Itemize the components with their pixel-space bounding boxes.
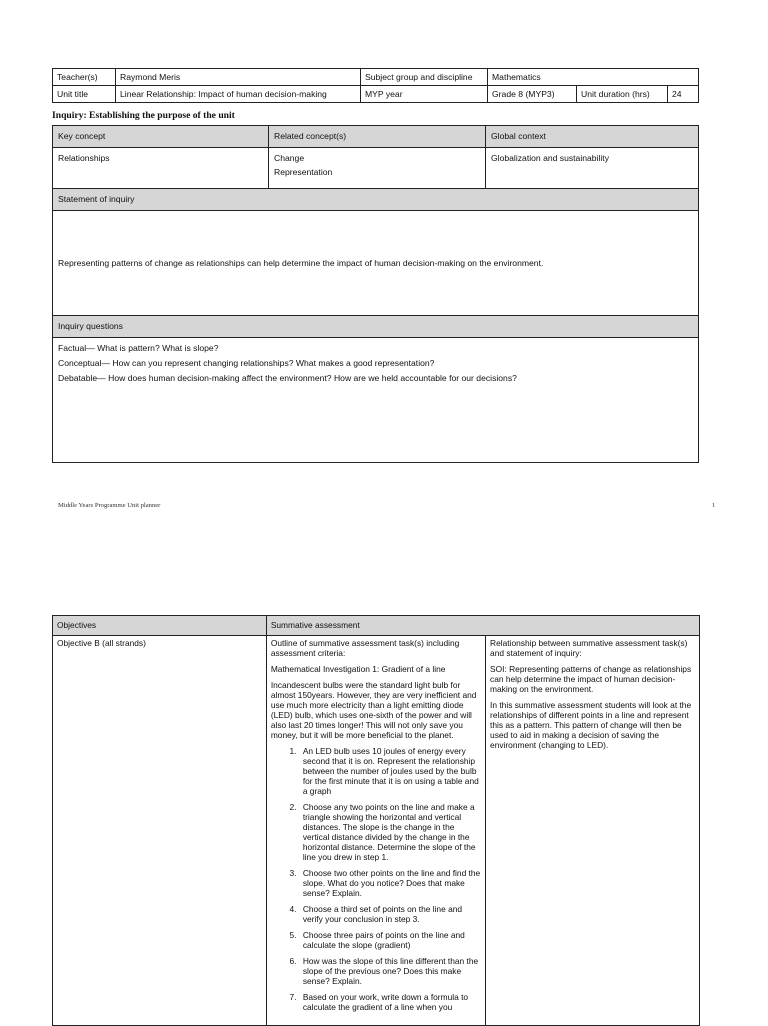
page-number: 1 — [712, 502, 716, 509]
objectives-header: Objectives — [53, 616, 267, 636]
investigation-intro: Incandescent bulbs were the standard light bulb for almost 150years. However, they are very inefficient and use much more electricity than a light emitting diode (LED) bulb, which uses one-sixth of the power and will also last 20 times longer! This will not only save you money, but it will be more beneficial to the planet. — [270, 680, 477, 740]
unit-info-row-2 — [53, 86, 699, 103]
duration-label: Unit duration (hrs) — [577, 86, 668, 103]
subject-label: Subject group and discipline — [361, 69, 488, 86]
inquiry-section-title — [52, 110, 235, 121]
questions-header-row — [53, 316, 699, 338]
outline-heading: Outline of summative assessment task(s) including assessment criteria: — [270, 638, 460, 658]
footer-title: Middle Years Programme Unit planner — [58, 502, 161, 509]
related-concept-2: Representation — [274, 167, 333, 177]
soi-restated: SOI: Representing patterns of change as relationships can help determine the impact of human decision-making on the environment. — [490, 664, 692, 694]
step-item: 6. How was the slope of this line different than the slope of the previous one? Does this make sense? Explain. — [299, 956, 481, 986]
assessment-header-row — [53, 616, 700, 636]
key-concept-value: Relationships — [53, 148, 269, 189]
unit-info-table — [52, 68, 699, 103]
factual-question: Factual— What is pattern? What is slope? — [58, 343, 219, 353]
concepts-row — [53, 148, 699, 189]
objective-value: Objective B (all strands) — [53, 636, 267, 1026]
unit-info-row-1 — [53, 69, 699, 86]
inquiry-questions-header: Inquiry questions — [53, 316, 699, 338]
summative-outline-cell — [266, 636, 485, 1026]
related-concept-1: Change — [274, 153, 305, 163]
summative-assessment-header: Summative assessment — [266, 616, 699, 636]
step-item: 2. Choose any two points on the line and make a triangle showing the horizontal and vertical distances. The slope is the change in the vertical distance divided by the change in the horizontal distance. Determine the slope of the line you drew in step 1. — [299, 802, 481, 862]
inquiry-questions-cell — [53, 338, 699, 463]
inquiry-table — [52, 125, 699, 463]
myp-year-value: Grade 8 (MYP3) — [488, 86, 577, 103]
key-concept-header: Key concept — [53, 126, 269, 148]
inquiry-title-prefix: Inquiry — [52, 110, 84, 121]
global-context-value: Globalization and sustainability — [486, 148, 699, 189]
step-item: 5. Choose three pairs of points on the line and calculate the slope (gradient) — [299, 930, 481, 950]
assessment-table — [52, 615, 700, 1026]
questions-body-row — [53, 338, 699, 463]
inquiry-title-rest: : Establishing the purpose of the unit — [83, 110, 235, 121]
investigation-title: Mathematical Investigation 1: Gradient of a line — [270, 664, 446, 674]
unit-title-value: Linear Relationship: Impact of human decision-making — [116, 86, 361, 103]
unit-title-label: Unit title — [53, 86, 116, 103]
step-item: 4. Choose a third set of points on the line and verify your conclusion in step 3. — [299, 904, 481, 924]
planner-page-2 — [0, 560, 768, 1024]
assessment-body-row — [53, 636, 700, 1026]
duration-value: 24 — [668, 86, 699, 103]
debatable-question: Debatable— How does human decision-making affect the environment? How are we held accountable for our decisions? — [58, 373, 517, 383]
relationship-cell — [486, 636, 700, 1026]
statement-of-inquiry-text: Representing patterns of change as relationships can help determine the impact of human decision-making on the environment. — [53, 211, 699, 316]
subject-value: Mathematics — [488, 69, 699, 86]
concepts-header-row — [53, 126, 699, 148]
investigation-steps — [271, 746, 481, 1012]
teacher-value: Raymond Meris — [116, 69, 361, 86]
related-concepts-value — [269, 148, 486, 189]
statement-of-inquiry-header: Statement of inquiry — [53, 189, 699, 211]
statement-body-row — [53, 211, 699, 316]
conceptual-question: Conceptual— How can you represent changing relationships? What makes a good representation? — [58, 358, 435, 368]
myp-year-label: MYP year — [361, 86, 488, 103]
relationship-heading: Relationship between summative assessment task(s) and statement of inquiry: — [490, 638, 688, 658]
global-context-header: Global context — [486, 126, 699, 148]
step-item: 3. Choose two other points on the line and find the slope. What do you notice? Does that make sense? Explain. — [299, 868, 481, 898]
teacher-label: Teacher(s) — [53, 69, 116, 86]
relationship-text: In this summative assessment students will look at the relationships of different points in a line and represent this as a pattern. This pattern of change will then be used to aid in making a decision of saving the environment (changing to LED). — [490, 700, 692, 750]
step-item: 1. An LED bulb uses 10 joules of energy every second that it is on. Represent the relationship between the number of joules used by the bulb for the first minute that it is on using a table and a graph — [299, 746, 481, 796]
statement-header-row — [53, 189, 699, 211]
related-concepts-header: Related concept(s) — [269, 126, 486, 148]
step-item: 7. Based on your work, write down a formula to calculate the gradient of a line when you — [299, 992, 481, 1012]
